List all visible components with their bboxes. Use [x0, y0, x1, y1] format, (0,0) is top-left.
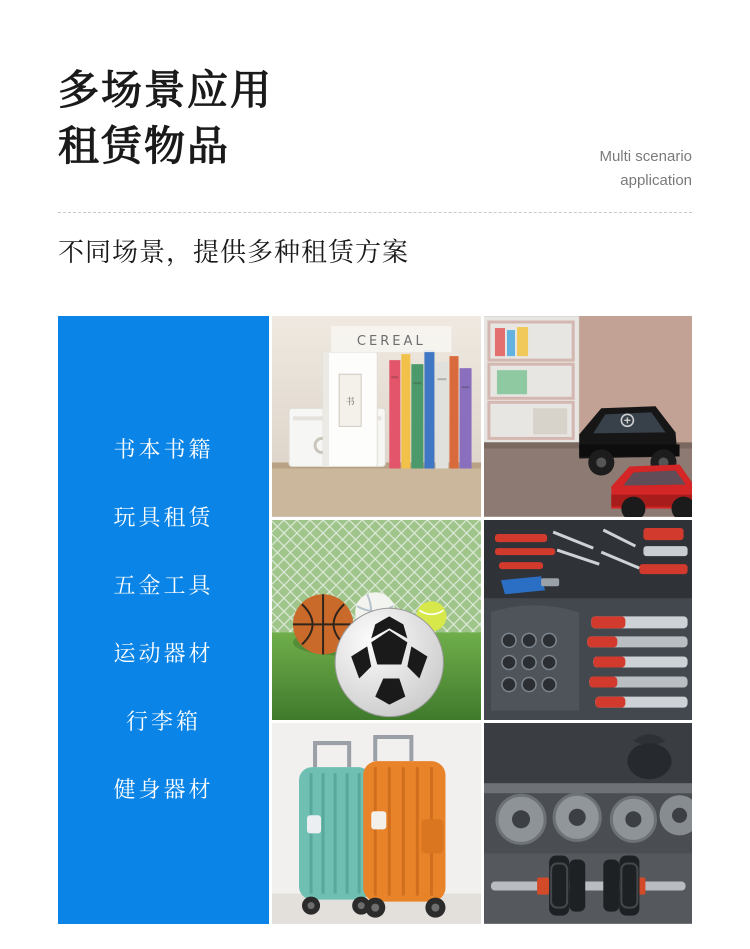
svg-text:CEREAL: CEREAL — [356, 334, 426, 350]
toy-cars-photo — [484, 316, 693, 517]
svg-text:书: 书 — [345, 397, 355, 408]
english-line-2: application — [620, 172, 692, 189]
books-photo — [272, 316, 481, 517]
title-line-1: 多场景应用 — [58, 67, 273, 113]
header-divider — [58, 212, 692, 213]
fitness-weights-photo — [484, 723, 693, 924]
sports-balls-photo — [272, 520, 481, 721]
luggage-photo — [272, 723, 481, 924]
hardware-tools-photo — [484, 520, 693, 721]
photo-grid — [272, 316, 692, 924]
english-subtitle — [482, 145, 692, 193]
category-item-sports[interactable]: 运动器材 — [113, 641, 214, 666]
category-item-toys[interactable]: 玩具租赁 — [113, 505, 214, 530]
english-line-1: Multi scenario — [599, 148, 692, 165]
category-item-fitness[interactable]: 健身器材 — [113, 777, 214, 802]
title-line-2: 租赁物品 — [58, 123, 230, 169]
category-item-luggage[interactable]: 行李箱 — [125, 709, 201, 734]
page-subtitle: 不同场景，提供多种租赁方案 — [58, 237, 410, 267]
category-panel — [58, 316, 269, 924]
content-area — [58, 316, 692, 924]
category-item-hardware[interactable]: 五金工具 — [113, 573, 214, 598]
page-title — [58, 62, 478, 174]
category-item-books[interactable]: 书本书籍 — [113, 437, 214, 462]
